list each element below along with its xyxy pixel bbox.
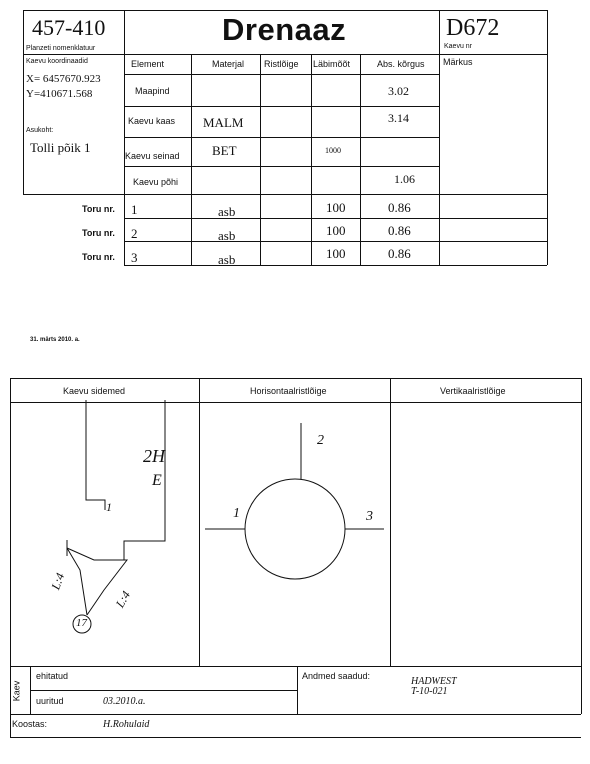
nomenclature-code: 457-410 (32, 15, 106, 40)
pipe-material: asb (218, 252, 236, 267)
row-element: Maapind (135, 86, 170, 96)
pipe-diameter: 100 (326, 223, 346, 238)
row-material: BET (212, 143, 237, 158)
header-element: Element (131, 59, 165, 69)
sketch-label-2h: 2H (143, 446, 165, 466)
sketch-label-e: E (152, 472, 162, 489)
pipe-height: 0.86 (388, 223, 411, 238)
pipe-number-2: 2 (317, 433, 324, 448)
header-height: Abs. kõrgus (377, 59, 425, 69)
pipe-height: 0.86 (388, 246, 411, 261)
col3-title: Vertikaalristlõige (440, 386, 506, 396)
location-value: Tolli põik 1 (30, 140, 91, 155)
pipe-nr: 2 (131, 226, 138, 241)
sketch-label-17: 17 (76, 617, 87, 629)
header-cross: Ristlõige (264, 59, 299, 69)
pipe-label: Toru nr. (82, 204, 115, 214)
pipe-diameter: 100 (326, 246, 346, 261)
pipe-material: asb (218, 228, 236, 243)
surveyed-label: uuritud (36, 696, 64, 706)
well-id-label: Kaevu nr (444, 43, 473, 50)
location-label: Asukoht: (26, 127, 54, 134)
well-id: D672 (446, 15, 500, 41)
pipe-material: asb (218, 204, 236, 219)
row-height: 3.14 (388, 111, 409, 125)
nomenclature-label: Planzeti nomenklatuur (26, 45, 96, 52)
coords-label: Kaevu koordinaadid (26, 58, 88, 65)
pipe-nr: 3 (131, 250, 138, 265)
data-from-2: T-10-021 (411, 686, 448, 697)
pipe-number-3: 3 (366, 509, 373, 524)
pipe-diameter: 100 (326, 200, 346, 215)
page-title: Drenaaz (222, 12, 347, 47)
pipe-height: 0.86 (388, 200, 411, 215)
row-diameter: 1000 (325, 146, 341, 155)
row-element: Kaevu põhi (133, 177, 179, 187)
col1-title: Kaevu sidemed (63, 386, 126, 396)
kaev-label: Kaev (11, 680, 22, 702)
coord-x: X= 6457670.923 (26, 73, 101, 85)
col2-title: Horisontaalristlõige (250, 386, 327, 396)
compiled-value: H.Rohulaid (103, 719, 150, 730)
row-element: Kaevu seinad (125, 151, 180, 161)
header-note: Märkus (443, 57, 473, 67)
sketch-label-4b: L:4 (112, 588, 134, 610)
header-diameter: Läbimõõt (313, 59, 351, 69)
coord-y: Y=410671.568 (26, 88, 93, 100)
row-height: 3.02 (388, 84, 409, 98)
built-label: ehitatud (36, 671, 69, 681)
sketch-label-4a: L:4 (48, 571, 68, 592)
sketch-label-1: 1 (106, 500, 112, 514)
row-element: Kaevu kaas (128, 116, 176, 126)
pipe-label: Toru nr. (82, 252, 115, 262)
compiled-label: Koostas: (12, 719, 48, 729)
data-from-label: Andmed saadud: (302, 671, 371, 681)
surveyed-value: 03.2010.a. (103, 696, 146, 707)
data-from-1: HADWEST (411, 676, 457, 687)
pipe-label: Toru nr. (82, 228, 115, 238)
pipe-number-1: 1 (233, 506, 240, 521)
row-material: MALM (203, 115, 244, 130)
pipe-nr: 1 (131, 202, 138, 217)
row-height: 1.06 (394, 172, 415, 186)
date-note: 31. märts 2010. a. (30, 337, 80, 343)
header-material: Materjal (212, 59, 245, 69)
